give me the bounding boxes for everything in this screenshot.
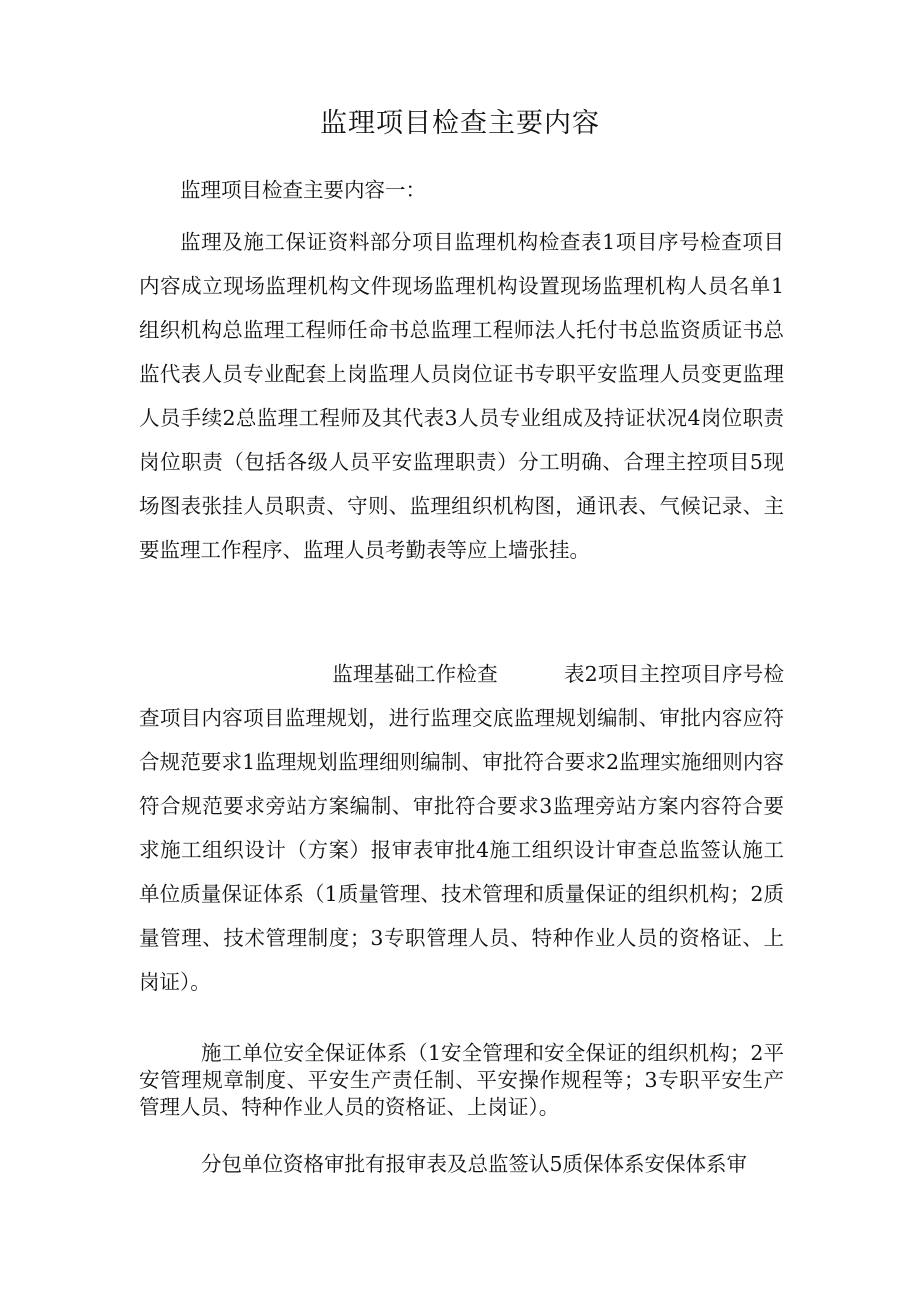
paragraph-heading: 监理基础工作检查 (332, 662, 498, 686)
section-heading: 监理项目检查主要内容一： (180, 178, 426, 202)
paragraph-safety-system: 施工单位安全保证体系（1安全管理和安全保证的组织机构；2平安管理规章制度、平安生产责任制、平安操作规程等；3专职平安生产管理人员、特种作业人员的资格证、上岗证）。 (139, 1041, 784, 1119)
paragraph-subcontractor: 分包单位资格审批有报审表及总监签认5质保体系安保体系审 (201, 1152, 748, 1176)
paragraph-supervision-institution: 监理及施工保证资料部分项目监理机构检查表1项目序号检查项目内容成立现场监理机构文件现场监理机构设置现场监理机构人员名单1组织机构总监理工程师任命书总监理工程师法人托付书总监资质证书总监代表人员专业配套上岗监理人员岗位证书专职平安监理人员变更监理人员手续2总监理工程师及其代表3人员专业组成及持证状况4岗位职责岗位职责（包括各级人员平安监理职责）分工明确、合理主控项目5现场图表张挂人员职责、守则、监理组织机构图，通讯表、气候记录、主要监理工作程序、监理人员考勤表等应上墙张挂。 (139, 230, 784, 562)
paragraph-body: 检查项目内容项目监理规划，进行监理交底监理规划编制、审批内容应符合规范要求1监理规划监理细则编制、审批符合要求2监理实施细则内容符合规范要求旁站方案编制、审批符合要求3监理旁站方案内容符合要求施工组织设计（方案）报审表审批4施工组织设计审查总监签认施工单位质量保证体系（1质量管理、技术管理和质量保证的组织机构；2质量管理、技术管理制度；3专职管理人员、特种作业人员的资格证、上岗证）。 (139, 662, 784, 994)
table-reference: 表2项目主控项目序号 (563, 662, 764, 686)
paragraph-basic-work-check (139, 652, 784, 1004)
document-title: 监理项目检查主要内容 (320, 108, 600, 139)
